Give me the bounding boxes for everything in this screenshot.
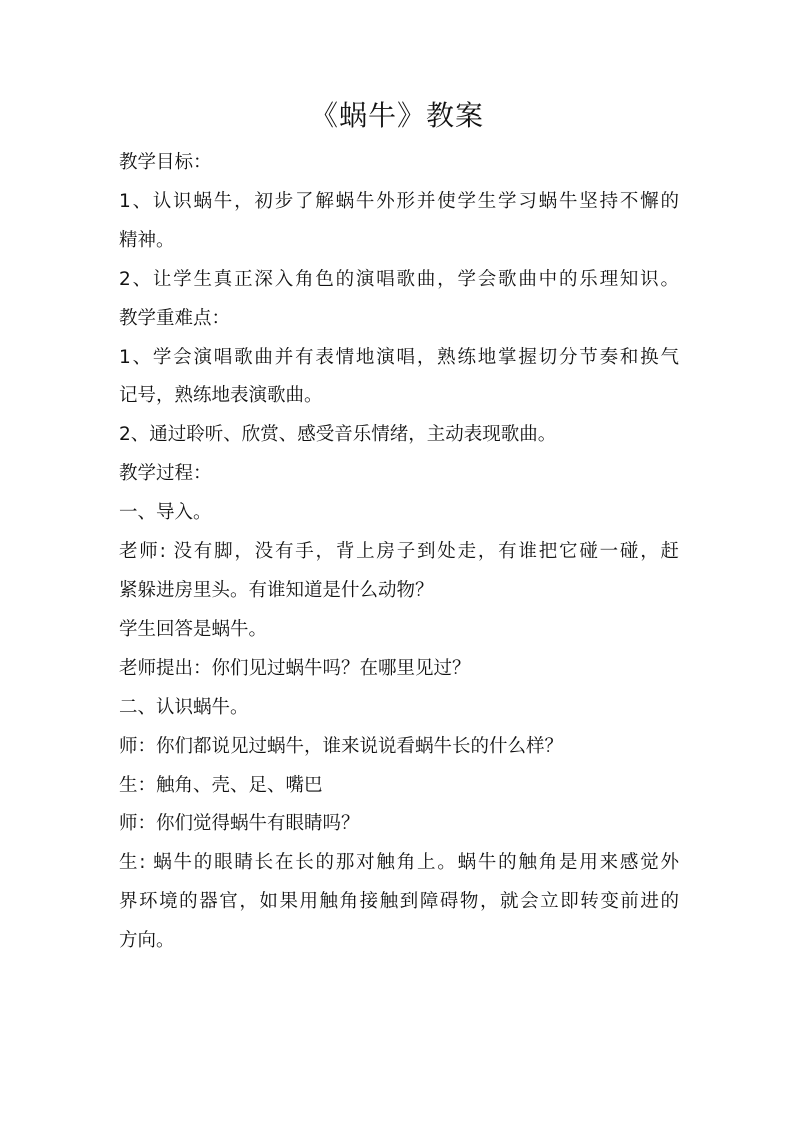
paragraph-line: 学生回答是蜗牛。 <box>119 618 268 640</box>
paragraph-line: 2、通过聆听、欣赏、感受音乐情绪，主动表现歌曲。 <box>119 424 557 446</box>
section-heading-process: 教学过程： <box>119 463 212 485</box>
subsection-heading-intro: 一、导入。 <box>119 502 212 524</box>
paragraph-line: 界环境的器官，如果用触角接触到障碍物，就会立即转变前进的 <box>119 891 679 913</box>
paragraph-line: 记号，熟练地表演歌曲。 <box>119 385 323 407</box>
paragraph-line: 师：你们觉得蜗牛有眼睛吗？ <box>119 813 360 835</box>
paragraph-line: 2、让学生真正深入角色的演唱歌曲，学会歌曲中的乐理知识。 <box>119 268 679 290</box>
paragraph-line: 师：你们都说见过蜗牛，谁来说说看蜗牛长的什么样？ <box>119 735 564 757</box>
paragraph-line: 紧躲进房里头。有谁知道是什么动物？ <box>119 579 434 601</box>
paragraph-line: 老师提出：你们见过蜗牛吗？在哪里见过？ <box>119 657 471 679</box>
paragraph-line: 生: 蜗牛的眼睛长在长的那对触角上。蜗牛的触角是用来感觉外 <box>119 852 679 874</box>
paragraph-line: 1、认识蜗牛，初步了解蜗牛外形并使学生学习蜗牛坚持不懈的 <box>119 190 679 212</box>
section-heading-key-points: 教学重难点： <box>119 307 231 329</box>
paragraph-line: 方向。 <box>119 930 175 952</box>
paragraph-line: 1、学会演唱歌曲并有表情地演唱，熟练地掌握切分节奏和换气 <box>119 346 679 368</box>
subsection-heading-know-snail: 二、认识蜗牛。 <box>119 696 249 718</box>
paragraph-line: 生：触角、壳、足、嘴巴 <box>119 774 323 796</box>
paragraph-line: 老师: 没有脚，没有手，背上房子到处走，有谁把它碰一碰，赶 <box>119 541 679 563</box>
document-title: 《蜗牛》教案 <box>309 99 484 132</box>
document-body <box>119 144 679 961</box>
paragraph-line: 精神。 <box>119 229 175 251</box>
section-heading-goals: 教学目标： <box>119 152 212 173</box>
